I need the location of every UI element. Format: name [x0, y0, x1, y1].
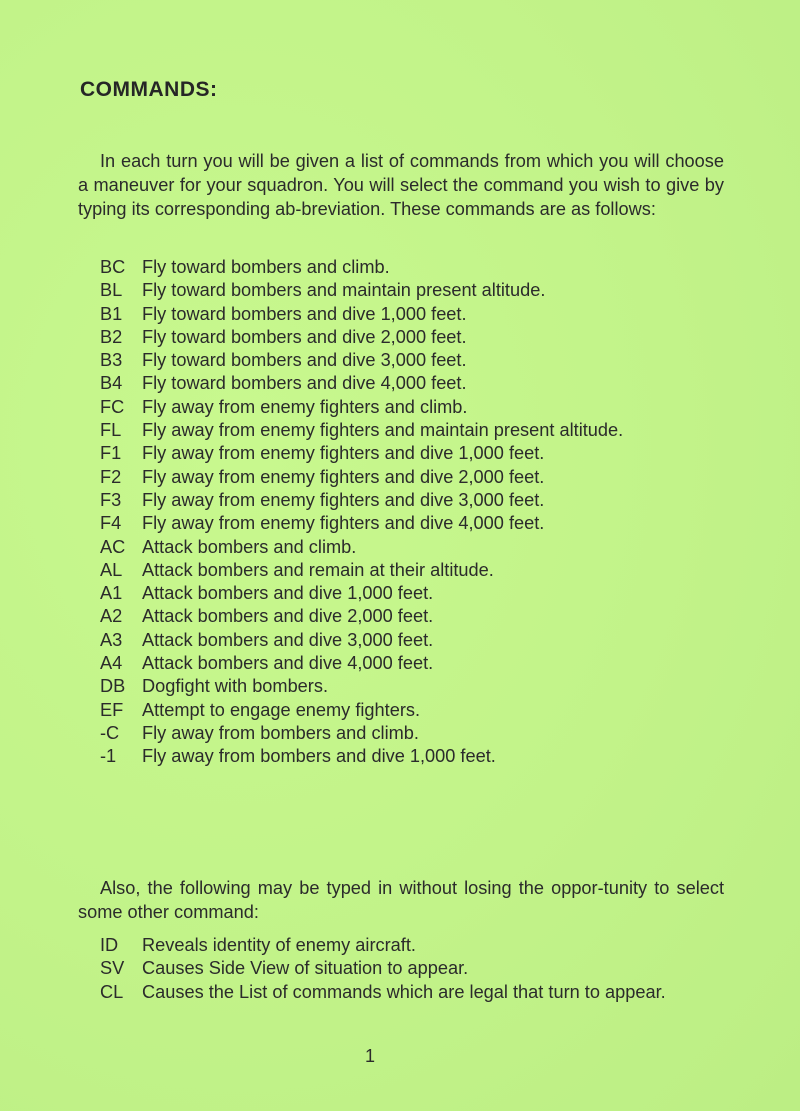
command-code: B4	[100, 373, 123, 394]
command-description: Fly away from enemy fighters and dive 4,000 feet.	[142, 513, 545, 534]
command-code: F2	[100, 466, 122, 487]
command-item	[100, 419, 726, 442]
command-item	[100, 256, 726, 279]
command-code: BC	[100, 257, 126, 277]
command-description: Fly toward bombers and maintain present altitude.	[142, 280, 546, 301]
command-code: F3	[100, 489, 122, 510]
command-description: Attack bombers and dive 3,000 feet.	[142, 629, 434, 650]
command-item	[100, 466, 726, 489]
command-description: Fly away from enemy fighters and dive 3,000 feet.	[142, 489, 545, 510]
command-description: Fly away from bombers and dive 1,000 feet.	[142, 746, 496, 767]
extra-command-list	[100, 934, 726, 1004]
command-item	[100, 652, 726, 675]
command-code: -1	[100, 746, 117, 767]
extra-command-item	[100, 981, 726, 1004]
command-description: Fly toward bombers and dive 4,000 feet.	[142, 373, 467, 394]
command-list	[100, 256, 726, 769]
command-item	[100, 559, 726, 582]
command-code: A2	[100, 606, 123, 627]
command-item	[100, 536, 726, 559]
command-code: F1	[100, 443, 122, 464]
command-code: B2	[100, 326, 123, 347]
command-description: Fly toward bombers and dive 2,000 feet.	[142, 326, 467, 347]
command-description: Fly away from enemy fighters and climb.	[142, 396, 468, 417]
command-item	[100, 675, 726, 698]
command-item	[100, 489, 726, 512]
command-code: B3	[100, 350, 123, 371]
command-description: Attack bombers and dive 1,000 feet.	[142, 583, 434, 604]
command-code: B1	[100, 303, 123, 324]
command-code: BL	[100, 280, 123, 301]
command-description: Attempt to engage enemy fighters.	[142, 699, 421, 720]
command-code: AC	[100, 536, 126, 557]
command-code: A1	[100, 583, 123, 604]
command-item	[100, 605, 726, 628]
command-code: A3	[100, 629, 123, 650]
command-code: ID	[100, 935, 119, 955]
extra-command-item	[100, 934, 726, 957]
command-code: DB	[100, 676, 126, 697]
command-item	[100, 303, 726, 326]
page-heading: COMMANDS:	[80, 78, 218, 101]
command-item	[100, 349, 726, 372]
command-code: F4	[100, 513, 122, 534]
command-description: Causes Side View of situation to appear.	[142, 958, 469, 979]
command-description: Causes the List of commands which are legal that turn to appear.	[142, 981, 666, 1002]
command-description: Fly away from enemy fighters and dive 2,000 feet.	[142, 466, 545, 487]
command-description: Fly away from enemy fighters and maintain present altitude.	[142, 420, 624, 441]
command-description: Fly toward bombers and dive 3,000 feet.	[142, 350, 467, 371]
command-description: Fly toward bombers and dive 1,000 feet.	[142, 303, 467, 324]
command-description: Attack bombers and dive 2,000 feet.	[142, 606, 434, 627]
command-item	[100, 722, 726, 745]
command-item	[100, 512, 726, 535]
command-item	[100, 745, 726, 768]
intro-paragraph: In each turn you will be given a list of commands from which you will choose a maneuver for your squadron. You will select the command you wish to give by typing its corresponding ab-breviation. These commands are as follows:	[78, 151, 724, 219]
command-code: -C	[100, 722, 120, 743]
command-item	[100, 699, 726, 722]
command-item	[100, 396, 726, 419]
command-code: SV	[100, 958, 125, 979]
command-item	[100, 582, 726, 605]
command-code: FC	[100, 396, 125, 417]
command-item	[100, 372, 726, 395]
command-code: A4	[100, 653, 123, 674]
command-description: Attack bombers and dive 4,000 feet.	[142, 653, 434, 674]
command-item	[100, 442, 726, 465]
command-code: FL	[100, 420, 122, 441]
command-code: AL	[100, 559, 123, 580]
command-code: CL	[100, 981, 124, 1002]
also-paragraph: Also, the following may be typed in without losing the oppor-tunity to select some other command:	[78, 878, 724, 922]
command-description: Reveals identity of enemy aircraft.	[142, 935, 416, 955]
command-description: Fly away from enemy fighters and dive 1,000 feet.	[142, 443, 545, 464]
command-description: Fly away from bombers and climb.	[142, 722, 419, 743]
command-description: Fly toward bombers and climb.	[142, 257, 390, 277]
command-description: Attack bombers and remain at their altitude.	[142, 559, 494, 580]
command-code: EF	[100, 699, 124, 720]
command-item	[100, 279, 726, 302]
command-item	[100, 629, 726, 652]
page-number: 1	[364, 1046, 375, 1066]
command-description: Attack bombers and climb.	[142, 536, 357, 557]
extra-command-item	[100, 957, 726, 980]
command-description: Dogfight with bombers.	[142, 676, 329, 697]
command-item	[100, 326, 726, 349]
